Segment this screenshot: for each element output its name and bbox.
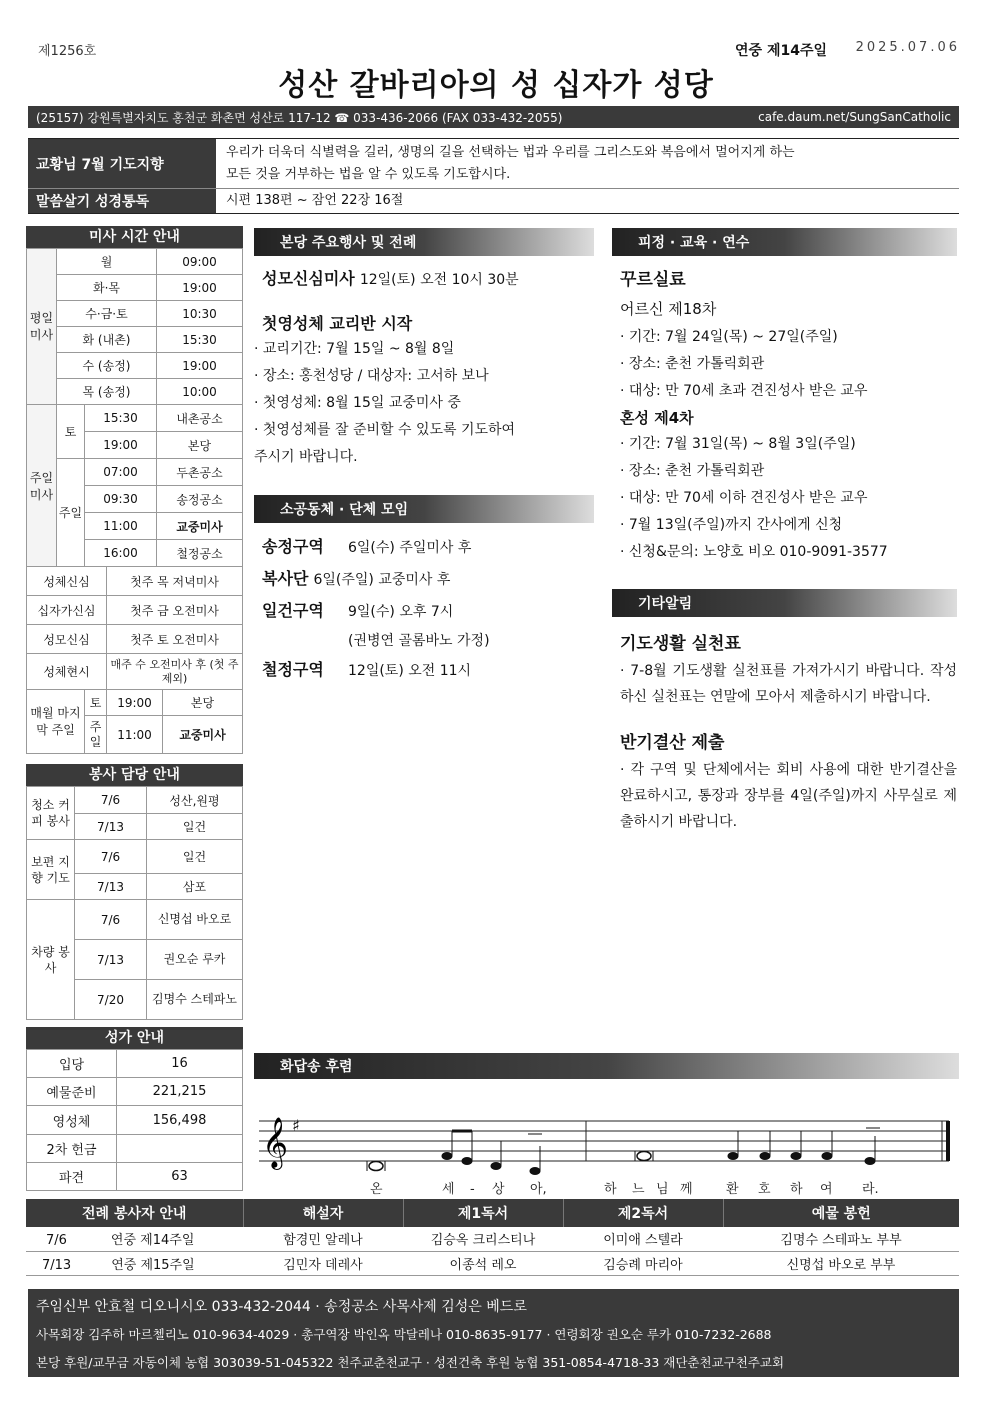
events-section xyxy=(254,228,594,471)
psalm-section xyxy=(254,1053,959,1201)
address-text: (25157) 강원특별자치도 홍천군 화촌면 성산로 117-12 ☎ 033-436-2066 (FAX 033-432-2055) xyxy=(36,110,563,125)
retreat-line: · 대상: 만 70세 초과 견진성사 받은 교우 xyxy=(620,383,868,399)
lyric: 하 xyxy=(604,1182,617,1197)
group-name: 송정구역 xyxy=(262,537,324,556)
wd-day: 화 (내촌) xyxy=(57,327,157,353)
retreat-line: · 기간: 7월 24일(목) ~ 27일(주일) xyxy=(620,329,838,345)
e1-text: 12일(토) 오전 10시 30분 xyxy=(359,272,519,288)
minister-reader2: 김승례 마리아 xyxy=(563,1251,723,1275)
sun-place: 철정공소 xyxy=(157,540,243,567)
wd-time: 10:00 xyxy=(157,379,243,405)
prayer-text-1: 우리가 더욱더 식별력을 길러, 생명의 길을 선택하는 법과 우리를 그리스도와 복음에서 멀어지게 하는 xyxy=(226,145,795,160)
lyric: 온 xyxy=(370,1182,383,1197)
lyric: 느 xyxy=(632,1182,645,1197)
minister-offering: 김명수 스테파노 부부 xyxy=(723,1227,959,1251)
lw-sun-time: 11:00 xyxy=(107,716,163,754)
sun-place: 교중미사 xyxy=(157,513,243,540)
service-person: 삼포 xyxy=(147,874,243,900)
group-name: 일건구역 xyxy=(262,601,324,620)
e2-title: 첫영성체 교리반 시작 xyxy=(262,314,413,333)
service-person: 권오순 루카 xyxy=(147,940,243,980)
address-bar xyxy=(28,106,959,128)
offering-label: 파견 xyxy=(27,1163,117,1191)
bible-reading-label: 말씀살기 성경통독 xyxy=(28,189,216,213)
wd-day: 월 xyxy=(57,249,157,275)
e2-line: · 첫영성체를 잘 준비할 수 있도록 기도하여 xyxy=(254,422,516,438)
footer-contacts xyxy=(28,1289,959,1377)
lw-sat-time: 19:00 xyxy=(107,690,163,716)
sun-place: 송정공소 xyxy=(157,486,243,513)
service-table xyxy=(26,786,243,1020)
devotion-time: 첫주 목 저녁미사 xyxy=(107,567,243,596)
devotion-name: 십자가신심 xyxy=(27,596,107,625)
liturgical-week: 연중 제14주일 xyxy=(735,43,827,59)
retreat-sub2: 혼성 제4차 xyxy=(620,409,694,427)
service-group-label: 차량 봉사 xyxy=(27,900,75,1020)
offering-label: 입당 xyxy=(27,1050,117,1078)
lyric: 호 xyxy=(758,1182,771,1197)
offering-label: 2차 헌금 xyxy=(27,1135,117,1163)
wd-time: 19:00 xyxy=(157,353,243,379)
service-person: 김명수 스테파노 xyxy=(147,980,243,1020)
e2-line: · 장소: 홍천성당 / 대상자: 고서하 보나 xyxy=(254,368,489,384)
issue-number: 제1256호 xyxy=(38,44,97,59)
lw-sat-label: 토 xyxy=(85,690,107,716)
lyric: 라. xyxy=(862,1182,879,1197)
retreat-line: · 장소: 춘천 가톨릭회관 xyxy=(620,463,765,479)
notice-text-1: · 7-8월 기도생활 실천표를 가져가시기 바랍니다. 작성하신 실천표는 연말에 모아서 제출하시기 바랍니다. xyxy=(620,663,957,705)
sun-place: 내촌공소 xyxy=(157,405,243,432)
sun-time: 07:00 xyxy=(85,459,157,486)
lyric: 환 xyxy=(726,1182,739,1197)
retreat-title: 꾸르실료 xyxy=(620,270,686,290)
psalm-head: 화답송 후렴 xyxy=(254,1053,959,1079)
offering-table xyxy=(26,1049,243,1191)
lyric: 여 xyxy=(820,1182,833,1197)
retreat-line: · 장소: 춘천 가톨릭회관 xyxy=(620,356,765,372)
prayer-intention-box xyxy=(28,138,959,214)
service-date: 7/6 xyxy=(75,787,147,814)
service-date: 7/13 xyxy=(75,814,147,840)
lw-sat-place: 본당 xyxy=(163,690,243,716)
devotion-table xyxy=(26,566,243,690)
treble-clef-icon: 𝄞 xyxy=(262,1117,289,1168)
devotion-time: 매주 수 오전미사 후 (첫 주 제외) xyxy=(107,654,243,690)
offering-title: 성가 안내 xyxy=(26,1027,243,1049)
table-row xyxy=(26,1227,959,1251)
devotion-name: 성모신심 xyxy=(27,625,107,654)
psalm-staff xyxy=(254,1079,959,1201)
mass-times-table xyxy=(26,248,243,405)
ministers-header: 전례 봉사자 안내 xyxy=(26,1199,243,1227)
lyric: 아, xyxy=(530,1182,547,1197)
footer-line-3: 본당 후원/교무금 자동이체 농협 303039-51-045322 천주교춘천교구 · 성전건축 후원 농협 351-0854-4718-33 재단춘천교구천주교회 xyxy=(36,1355,785,1370)
service-date: 7/6 xyxy=(75,840,147,874)
sun-time: 15:30 xyxy=(85,405,157,432)
offering-value: 156,498 xyxy=(117,1106,243,1135)
retreat-line: · 신청&문의: 노양호 비오 010-9091-3577 xyxy=(620,544,888,560)
ministers-header: 제2독서 xyxy=(563,1199,723,1227)
wd-day: 수 (송정) xyxy=(57,353,157,379)
retreat-line: · 기간: 7월 31일(목) ~ 8월 3일(주일) xyxy=(620,436,856,452)
offering-value: 16 xyxy=(117,1050,243,1078)
retreat-line: · 대상: 만 70세 이하 견진성사 받은 교우 xyxy=(620,490,868,506)
lyric: 하 xyxy=(790,1182,803,1197)
retreat-section xyxy=(612,228,957,566)
service-group-label: 보편 지향 기도 xyxy=(27,840,75,900)
sunday-label: 주일미사 xyxy=(27,405,57,567)
group-time: 6일(수) 주일미사 후 xyxy=(348,540,472,556)
service-person: 일건 xyxy=(147,814,243,840)
sun-time: 16:00 xyxy=(85,540,157,567)
last-sunday-table xyxy=(26,689,243,754)
devotion-name: 성체현시 xyxy=(27,654,107,690)
service-person: 일건 xyxy=(147,840,243,874)
notice-title-1: 기도생활 실천표 xyxy=(620,634,741,654)
offering-value: 63 xyxy=(117,1163,243,1191)
lyric: 상 xyxy=(492,1182,505,1197)
service-group-label: 청소 커피 봉사 xyxy=(27,787,75,840)
notice-head: 기타알림 xyxy=(612,589,957,617)
wd-day: 목 (송정) xyxy=(57,379,157,405)
footer-line-1: 주임신부 안효철 디오니시오 033-432-2044 · 송정공소 사목사제 김성은 베드로 xyxy=(36,1299,527,1315)
groups-section xyxy=(254,495,594,686)
bulletin-date: 2025.07.06 xyxy=(855,40,960,55)
group-name: 철정구역 xyxy=(262,660,324,679)
prayer-intention-label: 교황님 7월 기도지향 xyxy=(28,139,216,188)
table-row xyxy=(26,1251,959,1275)
group-name: 복사단 xyxy=(262,569,309,588)
service-title: 봉사 담당 안내 xyxy=(26,764,243,786)
ministers-header: 제1독서 xyxy=(403,1199,563,1227)
offering-value xyxy=(117,1135,243,1163)
sun-place: 본당 xyxy=(157,432,243,459)
notice-title-2: 반기결산 제출 xyxy=(620,733,725,753)
cafe-link[interactable]: cafe.daum.net/SungSanCatholic xyxy=(758,110,951,124)
e1-title: 성모신심미사 xyxy=(262,269,355,288)
sun-time: 09:30 xyxy=(85,486,157,513)
events-head: 본당 주요행사 및 전례 xyxy=(254,228,594,256)
footer-line-2: 사목회장 김주하 마르첼리노 010-9634-4029 · 총구역장 박인옥 막달레나 010-8635-9177 · 연령회장 권오순 루카 010-7232-2688 xyxy=(36,1327,772,1342)
lyric: 님 xyxy=(656,1182,669,1197)
notice-text-2: · 각 구역 및 단체에서는 회비 사용에 대한 반기결산을 완료하시고, 통장과 장부를 4일(주일)까지 사무실로 제출하시기 바랍니다. xyxy=(620,762,957,830)
lyric: - xyxy=(470,1182,475,1197)
last-sunday-label: 매월 마지막 주일 xyxy=(27,690,85,754)
service-box xyxy=(26,764,243,1020)
wd-time: 09:00 xyxy=(157,249,243,275)
wd-day: 화·목 xyxy=(57,275,157,301)
group-time: 9일(수) 오후 7시 xyxy=(348,604,454,620)
mass-times-box xyxy=(26,226,243,754)
minister-reader1: 이종석 레오 xyxy=(403,1251,563,1275)
groups-head: 소공동체 · 단체 모임 xyxy=(254,495,594,523)
sun-time: 19:00 xyxy=(85,432,157,459)
sunday-mass-table xyxy=(26,404,243,567)
offering-box xyxy=(26,1027,243,1191)
service-date: 7/13 xyxy=(75,940,147,980)
minister-week: 연중 제14주일 xyxy=(110,1233,195,1249)
lw-sun-place: 교중미사 xyxy=(163,716,243,754)
ministers-table xyxy=(26,1199,959,1276)
sun-time: 11:00 xyxy=(85,513,157,540)
sun-label: 주일 xyxy=(57,459,85,567)
offering-label: 예물준비 xyxy=(27,1078,117,1106)
e2-line: · 첫영성체: 8월 15일 교중미사 중 xyxy=(254,395,461,411)
sharp-icon: ♯ xyxy=(292,1116,300,1135)
retreat-line: · 7월 13일(주일)까지 간사에게 신청 xyxy=(620,517,843,533)
group-time: 6일(주일) 교중미사 후 xyxy=(313,572,451,588)
minister-date: 7/13 xyxy=(42,1257,72,1273)
service-date: 7/13 xyxy=(75,874,147,900)
offering-value: 221,215 xyxy=(117,1078,243,1106)
lyric: 께 xyxy=(680,1182,693,1197)
bible-reading-text: 시편 138편 ~ 잠언 22장 16절 xyxy=(226,193,404,208)
group-time: (권병연 골롬바노 가정) xyxy=(348,633,490,649)
lyric: 세 xyxy=(442,1182,455,1197)
lw-sun-label: 주일 xyxy=(85,716,107,754)
service-date: 7/20 xyxy=(75,980,147,1020)
devotion-time: 첫주 토 오전미사 xyxy=(107,625,243,654)
ministers-header: 예물 봉헌 xyxy=(723,1199,959,1227)
wd-time: 15:30 xyxy=(157,327,243,353)
wd-time: 10:30 xyxy=(157,301,243,327)
service-person: 신명섭 바오로 xyxy=(147,900,243,940)
page-title: 성산 갈바리아의 성 십자가 성당 xyxy=(278,68,714,103)
minister-commentator: 김민자 데레사 xyxy=(243,1251,403,1275)
sat-label: 토 xyxy=(57,405,85,459)
retreat-head: 피정 · 교육 · 연수 xyxy=(612,228,957,256)
minister-commentator: 함경민 알레나 xyxy=(243,1227,403,1251)
minister-reader2: 이미애 스텔라 xyxy=(563,1227,723,1251)
minister-reader1: 김승옥 크리스티나 xyxy=(403,1227,563,1251)
devotion-time: 첫주 금 오전미사 xyxy=(107,596,243,625)
weekday-label: 평일미사 xyxy=(27,249,57,405)
prayer-text-2: 모든 것을 거부하는 법을 알 수 있도록 기도합시다. xyxy=(226,167,511,182)
wd-time: 19:00 xyxy=(157,275,243,301)
offering-label: 영성체 xyxy=(27,1106,117,1135)
wd-day: 수·금·토 xyxy=(57,301,157,327)
notice-section xyxy=(612,589,957,835)
ministers-header: 해설자 xyxy=(243,1199,403,1227)
minister-offering: 신명섭 바오로 부부 xyxy=(723,1251,959,1275)
group-time: 12일(토) 오전 11시 xyxy=(348,663,472,679)
service-date: 7/6 xyxy=(75,900,147,940)
sun-place: 두촌공소 xyxy=(157,459,243,486)
service-person: 성산,원평 xyxy=(147,787,243,814)
e2-line: 주시기 바랍니다. xyxy=(254,449,358,465)
mass-times-title: 미사 시간 안내 xyxy=(26,226,243,248)
minister-week: 연중 제15주일 xyxy=(111,1257,195,1273)
devotion-name: 성체신심 xyxy=(27,567,107,596)
retreat-sub1: 어르신 제18차 xyxy=(620,300,717,318)
minister-date: 7/6 xyxy=(46,1233,67,1249)
e2-line: · 교리기간: 7월 15일 ~ 8월 8일 xyxy=(254,341,455,357)
